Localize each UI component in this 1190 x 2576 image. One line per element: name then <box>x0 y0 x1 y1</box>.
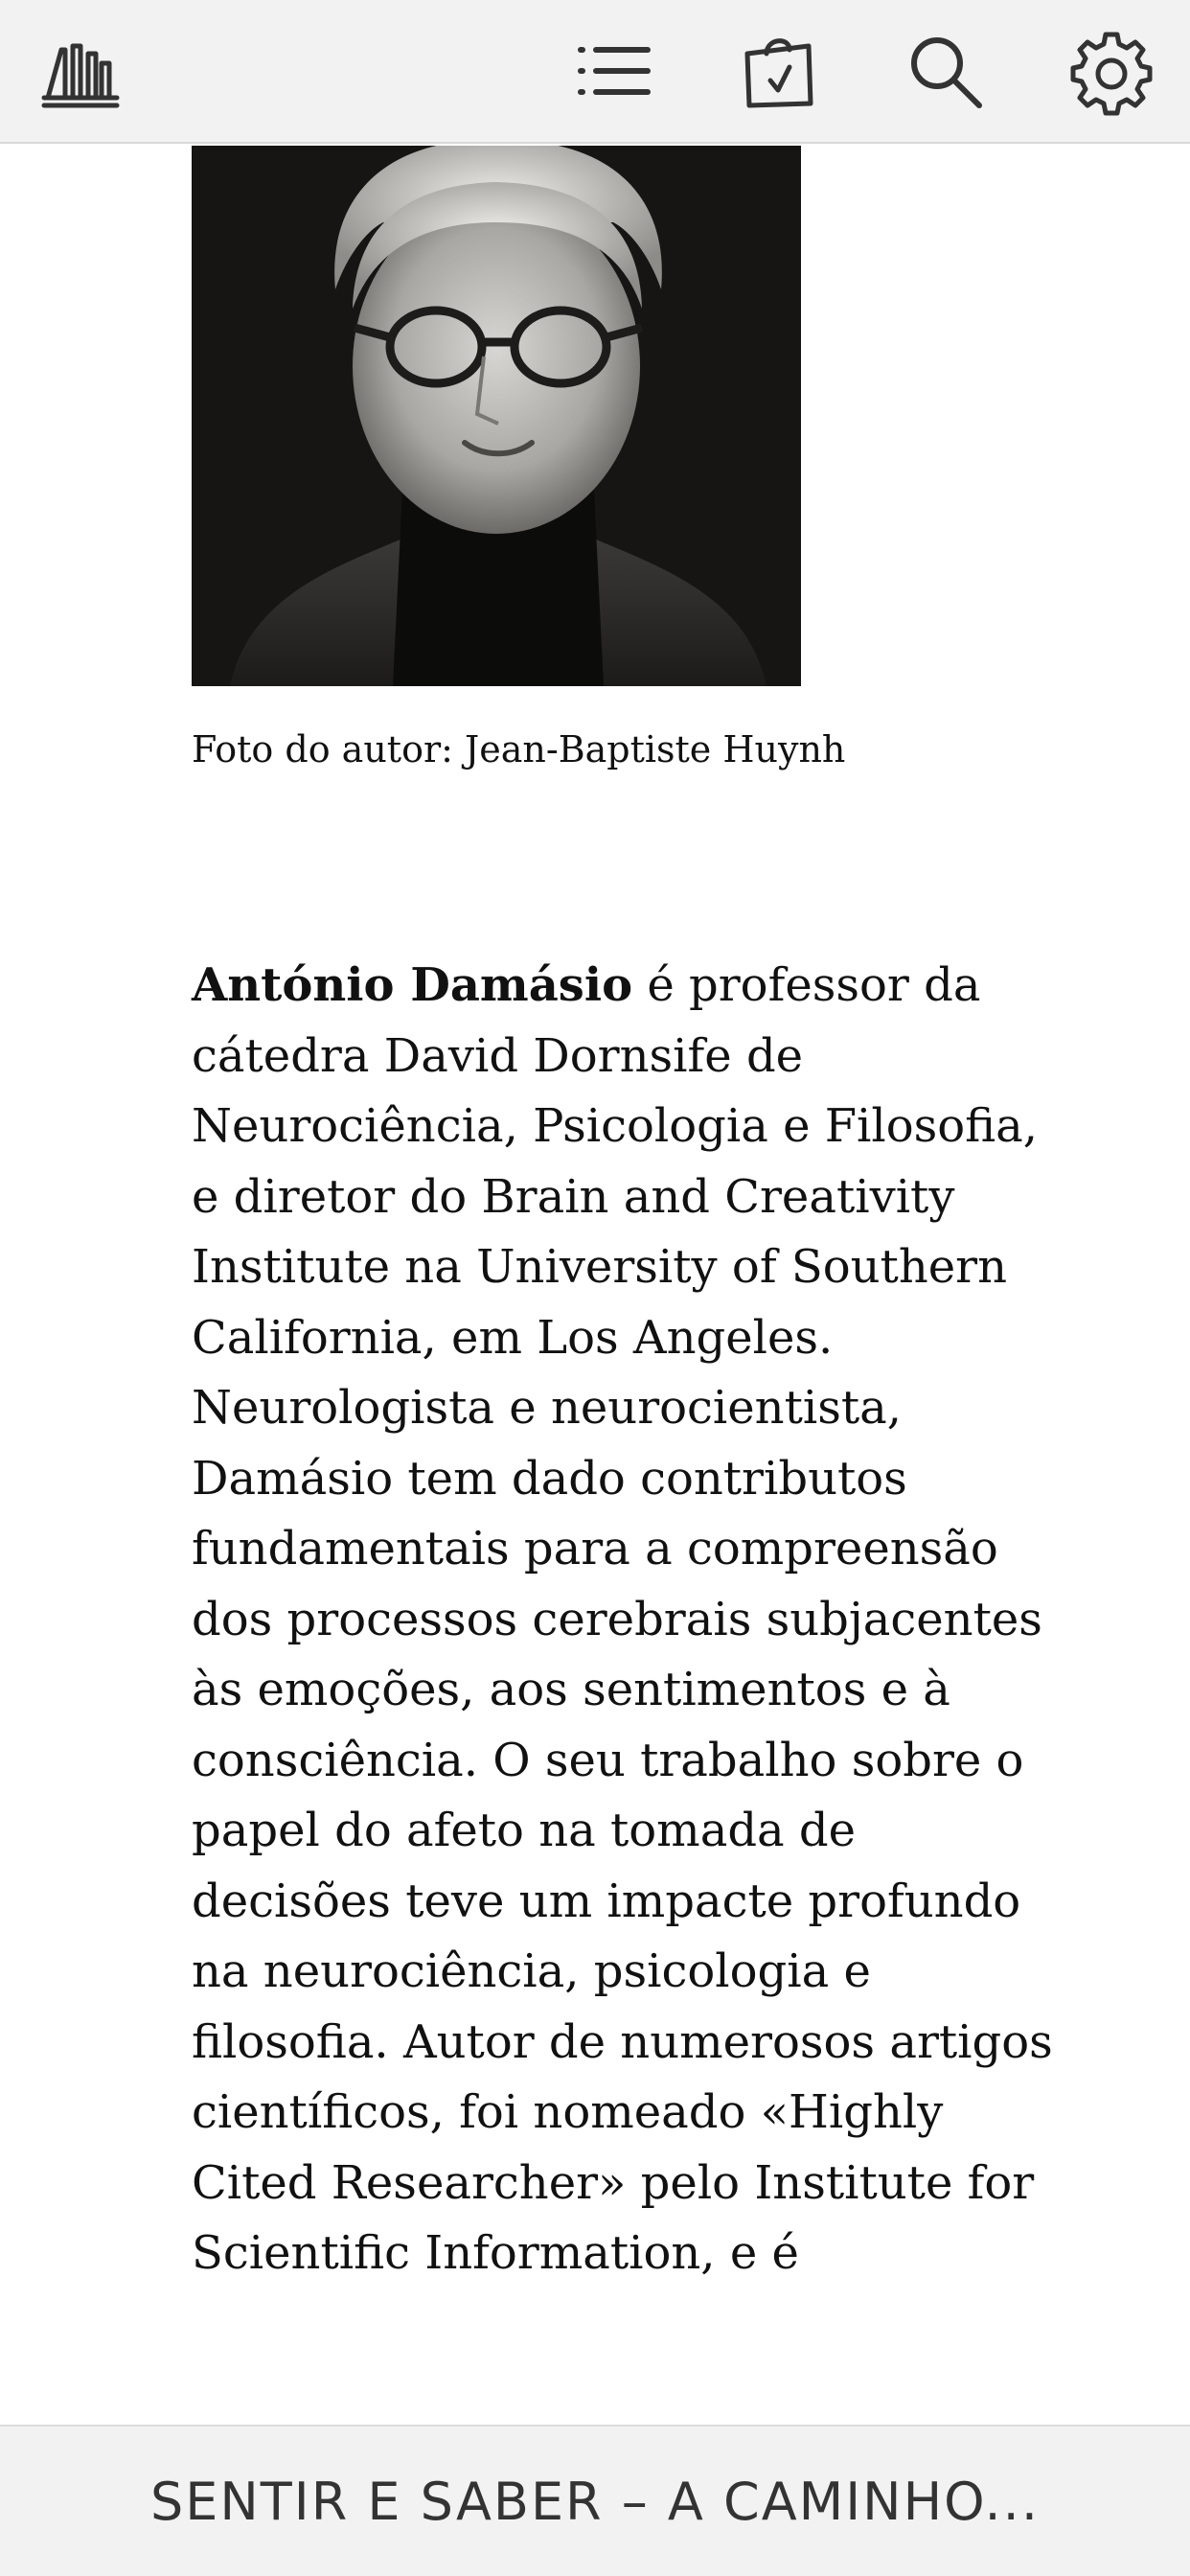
search-icon <box>899 25 991 117</box>
author-name: António Damásio <box>192 958 633 1012</box>
author-portrait-image <box>192 146 801 686</box>
table-of-contents-icon <box>567 25 659 117</box>
settings-button[interactable] <box>1062 21 1161 121</box>
author-bio <box>192 951 1054 2289</box>
author-photo <box>192 146 801 686</box>
book-title-bar[interactable] <box>0 2425 1190 2576</box>
gear-icon <box>1065 25 1157 117</box>
search-button[interactable] <box>895 21 995 121</box>
library-books-icon <box>34 25 126 117</box>
store-button[interactable] <box>728 21 828 121</box>
photo-caption: Foto do autor: Jean-Baptiste Huynh <box>192 728 846 770</box>
top-toolbar <box>0 0 1190 144</box>
bio-text: é professor da cátedra David Dornsife de Neurociência, Psicologia e Filosofia, e diretor do Brain and Creativity Institute na University of Southern California, em Los Angeles. Neurologista e neurocientista, Damásio tem dado contributos fundamentais para a compreensão dos processos cerebrais subjacentes às emoções, aos sentimentos e à consciência. O seu trabalho sobre o papel do afeto na tomada de decisões teve um impacte profundo na neurociência, psicologia e filosofia. Autor de numerosos artigos científicos, foi nomeado «Highly Cited Researcher» pelo Institute for Scientific Information, e é <box>192 958 1053 2280</box>
table-of-contents-button[interactable] <box>563 21 663 121</box>
book-title: SENTIR E SABER – A CAMINHO... <box>150 2471 1040 2532</box>
reader-page[interactable] <box>0 146 1190 2425</box>
library-button[interactable] <box>31 21 130 121</box>
shopping-bag-icon <box>732 25 824 117</box>
